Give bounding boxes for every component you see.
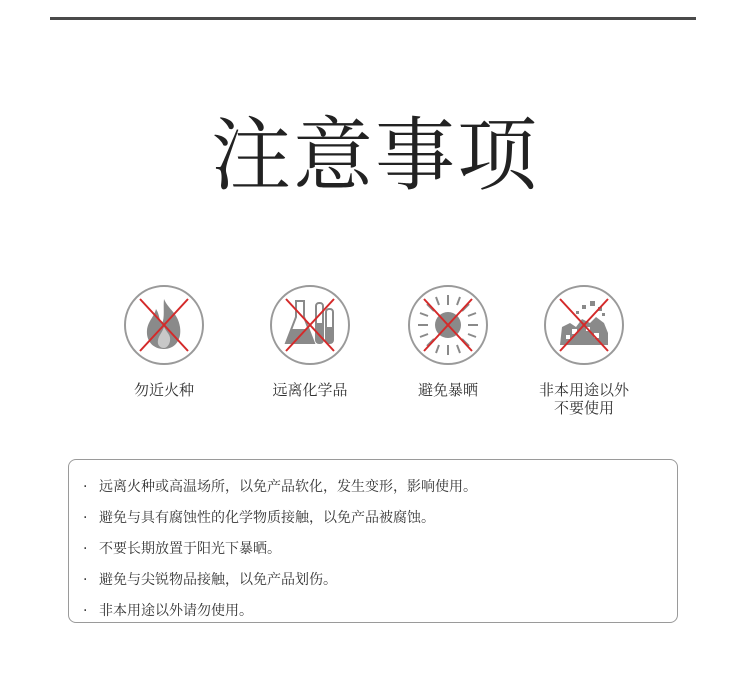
no-fire-icon [122,283,206,367]
fire-warning-label: 勿近火种 [133,381,194,399]
bullet-icon: · [83,603,88,619]
bullet-icon: · [83,479,88,495]
fire-warning-item [94,283,234,399]
misuse-warning-label: 非本用途以外 不要使用 [538,381,629,417]
top-divider [50,17,696,20]
note-item: · 避免与具有腐蚀性的化学物质接触，以免产品被腐蚀。 [99,503,677,534]
note-item: · 避免与尖锐物品接触，以免产品划伤。 [99,565,677,596]
page-title: 注意事项 [211,109,539,202]
bullet-icon: · [83,572,88,588]
misuse-warning-item [514,283,654,417]
warning-icon-row [0,283,750,423]
note-item: · 非本用途以外请勿使用。 [99,596,677,627]
sun-warning-item [378,283,518,399]
sun-warning-label: 避免暴晒 [417,381,478,399]
notes-list [69,460,677,627]
bullet-icon: · [83,541,88,557]
chemicals-warning-label: 远离化学品 [272,381,348,399]
notes-box [68,459,678,623]
chemicals-warning-item [240,283,380,399]
no-misuse-icon [542,283,626,367]
no-chemicals-icon [268,283,352,367]
no-sun-icon [406,283,490,367]
note-item: · 远离火种或高温场所，以免产品软化，发生变形，影响使用。 [99,472,677,503]
note-item: · 不要长期放置于阳光下暴晒。 [99,534,677,565]
bullet-icon: · [83,510,88,526]
